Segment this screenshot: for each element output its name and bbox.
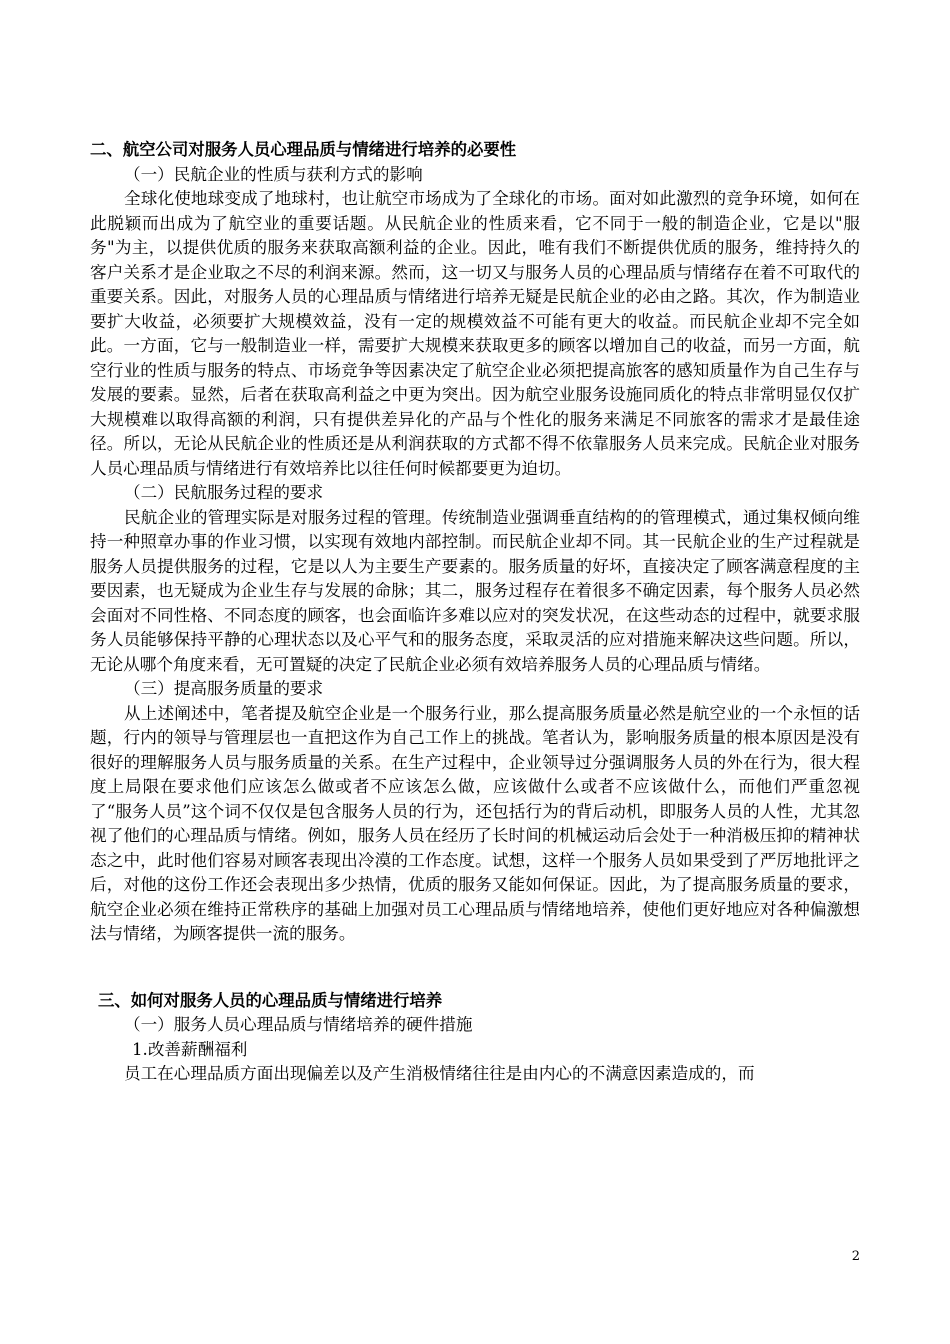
paragraph-3-1: 员工在心理品质方面出现偏差以及产生消极情绪往往是由内心的不满意因素造成的，而 [124,1064,755,1083]
paragraph-2-2: 民航企业的管理实际是对服务过程的管理。传统制造业强调垂直结构的的管理模式，通过集权倾向维持一种照章办事的作业习惯，以实现有效地内部控制。而民航企业却不同。其一民航企业的生产过程就是服务人员提供服务的过程，它是以人为主要生产要素的。服务质量的好坏，直接决定了顾客满意程度的主要因素，也无疑成为企业生存与发展的命脉；其二，服务过程存在着很多不确定因素，每个服务人员必然会面对不同性格、不同态度的顾客，也会面临许多难以应对的突发状况，在这些动态的过程中，就要求服务人员能够保持平静的心理状态以及心平气和的服务态度，采取灵活的应对措施来解决这些问题。所以，无论从哪个角度来看，无可置疑的决定了民航企业必须有效培养服务人员的心理品质与情绪。 [90,507,860,674]
subsection-3-1-heading: （一）服务人员心理品质与情绪培养的硬件措施 [124,1015,473,1034]
paragraph-2-3: 从上述阐述中，笔者提及航空企业是一个服务行业，那么提高服务质量必然是航空业的一个永恒的话题，行内的领导与管理层也一直把这作为自己工作上的挑战。笔者认为，影响服务质量的根本原因是没有很好的理解服务人员与服务质量的关系。在生产过程中，企业领导过分强调服务人员的外在行为，很大程度上局限在要求他们应该怎么做或者不应该怎么做，应该做什么或者不应该做什么，而他们严重忽视了“服务人员”这个词不仅仅是包含服务人员的行为，还包括行为的背后动机，即服务人员的人性，尤其忽视了他们的心理品质与情绪。例如，服务人员在经历了长时间的机械运动后会处于一种消极压抑的精神状态之中，此时他们容易对顾客表现出冷漠的工作态度。试想，这样一个服务人员如果受到了严厉地批评之后，对他的这份工作还会表现出多少热情，优质的服务又能如何保证。因此，为了提高服务质量的要求，航空企业必须在维持正常秩序的基础上加强对员工心理品质与情绪地培养，使他们更好地应对各种偏激想法与情绪，为顾客提供一流的服务。 [90,703,860,943]
subsection-2-2-heading: （二）民航服务过程的要求 [124,483,324,502]
paragraph-2-1: 全球化使地球变成了地球村，也让航空市场成为了全球化的市场。面对如此激烈的竞争环境，如何在此脱颖而出成为了航空业的重要话题。从民航企业的性质来看，它不同于一般的制造企业，它是以"服务"为主，以提供优质的服务来获取高额利益的企业。因此，唯有我们不断提供优质的服务，维持持久的客户关系才是企业取之不尽的利润来源。然而，这一切又与服务人员的心理品质与情绪存在着不可取代的重要关系。因此，对服务人员的心理品质与情绪进行培养无疑是民航企业的必由之路。其次，作为制造业要扩大收益，必须要扩大规模效益，没有一定的规模效益不可能有更大的收益。而民航企业却不完全如此。一方面，它与一般制造业一样，需要扩大规模来获取更多的顾客以增加自己的收益，而另一方面，航空行业的性质与服务的特点、市场竞争等因素决定了航空企业必须把提高旅客的感知质量作为自己生存与发展的要素。显然，后者在获取高利益之中更为突出。因为航空业服务设施同质化的特点非常明显仅仅扩大规模难以取得高额的利润，只有提供差异化的产品与个性化的服务来满足不同旅客的需求才是最佳途径。所以，无论从民航企业的性质还是从利润获取的方式都不得不依靠服务人员来完成。民航企业对服务人员心理品质与情绪进行有效培养比以往任何时候都要更为迫切。 [90,189,860,478]
page-number: 2 [851,1249,860,1264]
document-body [90,138,860,1087]
section-3-heading: 三、如何对服务人员的心理品质与情绪进行培养 [98,990,443,1010]
section-2-heading: 二、航空公司对服务人员心理品质与情绪进行培养的必要性 [90,140,517,159]
list-item-3-1-1: 1.改善薪酬福利 [132,1039,248,1059]
subsection-2-3-heading: （三）提高服务质量的要求 [124,679,324,698]
subsection-2-1-heading: （一）民航企业的性质与获利方式的影响 [124,164,423,184]
